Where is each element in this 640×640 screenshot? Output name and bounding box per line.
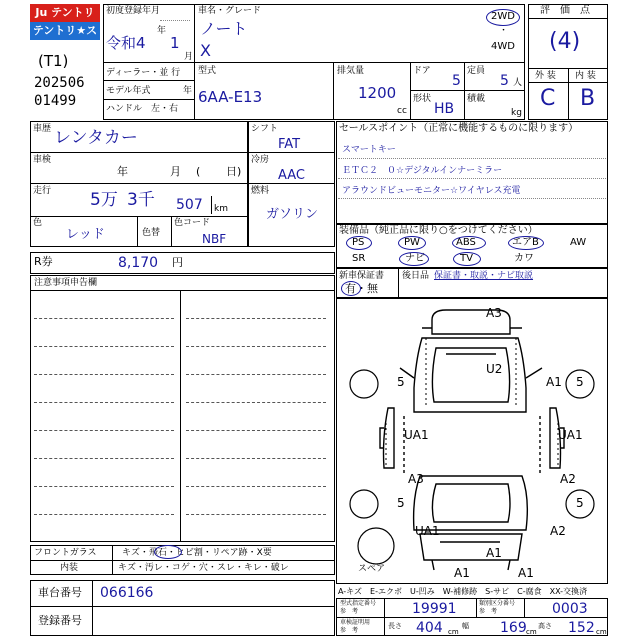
color-code-label: 色コード (174, 218, 211, 228)
history-label: 車歴 (33, 124, 52, 134)
spec-length-unit: cm (448, 628, 459, 636)
fuel-label: 燃料 (251, 186, 270, 196)
mark-front-right: A1 (518, 566, 534, 580)
mark-left-front-wheel: 5 (397, 375, 405, 389)
equip-airbag: エアB (512, 237, 539, 248)
equip-aw: AW (570, 237, 587, 248)
sales-point-3: アラウンドビューモニター☆ワイヤレス充電 (342, 186, 521, 196)
reg-month-unit: 月 (184, 52, 194, 62)
equip-sr: SR (352, 253, 366, 264)
lot-number-2: 01499 (34, 93, 77, 109)
mark-roof: U2 (486, 362, 503, 376)
glass-label: フロントガラス (34, 548, 97, 558)
glass-items: キズ・飛石・ヒビ割・リペア跡・X要 (122, 548, 272, 558)
drive-dot: ・ (499, 26, 509, 36)
recycle-label: R券 (34, 255, 53, 268)
doors-label: ドア (413, 66, 431, 76)
load-unit: kg (511, 108, 522, 118)
capacity-unit: 人 (513, 78, 523, 88)
mark-front-center: A1 (486, 546, 502, 560)
spec-type-label: 型式指定番号 参 考 (340, 600, 377, 615)
equip-abs: ABS (456, 237, 476, 248)
mileage-man: 5万 (90, 190, 118, 210)
reg-year-unit: 年 (157, 26, 167, 36)
spec-height-value: 152 (568, 620, 595, 636)
ac-value: AAC (278, 168, 305, 183)
car-grade: X (200, 41, 211, 60)
car-name: ノート (200, 19, 248, 38)
reg-era: 令和4 (106, 34, 146, 52)
sales-points-label: セールスポイント（正常に機能するものに限ります） (339, 123, 579, 134)
interior-label: 内装 (60, 563, 79, 573)
spec-length-value: 404 (416, 620, 443, 636)
car-name-label: 車名・グレード (198, 6, 262, 16)
displacement-value: 1200 (358, 84, 397, 102)
history-value: レンタカー (54, 128, 138, 148)
sales-point-1: スマートキー (342, 145, 396, 155)
color-value: レッド (66, 227, 105, 242)
equip-pw: PW (404, 237, 420, 248)
warranty-extra-label: 後日品 (402, 271, 430, 281)
regno-label: 登録番号 (38, 614, 82, 627)
mark-right-side: UA1 (558, 428, 583, 442)
doors-value: 5 (452, 73, 461, 89)
mark-left-front-a: A1 (546, 375, 562, 389)
inspection-month: 月 (170, 165, 181, 178)
shape-value: HB (434, 101, 455, 117)
handle-label: ハンドル 左・右 (106, 104, 179, 114)
mark-left-rear-a: A3 (408, 472, 424, 486)
spec-length-label: 長さ (388, 622, 402, 630)
inspection-open: ( (196, 165, 201, 178)
rating-ext-value: C (540, 86, 556, 111)
rating-ext-label: 外 装 (535, 71, 556, 81)
mark-rear: A3 (486, 306, 502, 320)
color-change-label: 色替 (142, 228, 161, 238)
inspection-label: 車検 (33, 155, 52, 165)
inspection-year: 年 (117, 165, 128, 178)
color-code: NBF (202, 232, 227, 246)
spec-height-label: 高さ (538, 622, 552, 630)
shift-label: シフト (251, 124, 279, 134)
spec-width-unit: cm (526, 628, 537, 636)
mark-right-front-wheel: 5 (576, 375, 584, 389)
capacity-value: 5 (500, 73, 509, 89)
mileage-sen: 3千 (127, 190, 155, 210)
spare-label: スペア (358, 564, 386, 574)
mark-left-rear-ua: UA1 (415, 524, 440, 538)
spec-width-label: 幅 (462, 622, 469, 630)
legend: A-キズ E-エクボ U-凹み W-補修跡 S-サビ C-腐食 XX-交換済 (338, 587, 588, 596)
recycle-value: 8,170 (118, 255, 159, 271)
logo-box (30, 4, 100, 55)
drive-2wd: 2WD (491, 11, 515, 22)
mark-left-rear-wheel: 5 (397, 496, 405, 510)
fuel-value: ガソリン (266, 207, 319, 222)
lot-number-1: 202506 (34, 75, 85, 91)
lot-code: (T1) (38, 52, 69, 70)
capacity-label: 定員 (467, 66, 486, 76)
type-value: 6AA-E13 (198, 88, 263, 106)
mark-right-rear-wheel: 5 (576, 496, 584, 510)
type-label: 型式 (198, 66, 217, 76)
equip-navi: ナビ (405, 253, 425, 264)
warranty-label: 新車保証書 (339, 271, 385, 281)
reg-month: 1 (170, 34, 180, 52)
rating-label: 評 価 点 (540, 5, 590, 16)
rating-int-label: 内 装 (575, 71, 596, 81)
mileage-unit: km (214, 204, 228, 214)
spec-class-value: 0003 (552, 601, 588, 617)
notes-label: 注意事項申告欄 (34, 278, 98, 288)
chassis-label: 車台番号 (38, 586, 82, 599)
load-label: 積載 (467, 94, 486, 104)
dealer-label: ディーラー・並 行 (106, 68, 181, 78)
warranty-extra: 保証書・取説・ナビ取説 (434, 271, 534, 281)
mark-right-rear-a2: A2 (550, 524, 566, 538)
drive-4wd: 4WD (491, 41, 515, 52)
recycle-unit: 円 (172, 256, 183, 269)
mark-right-rear-a: A2 (560, 472, 576, 486)
mileage-rest: 507 (176, 197, 203, 213)
shape-label: 形状 (413, 94, 432, 104)
displacement-label: 排気量 (337, 66, 365, 76)
spec-cert-label: 車検証明用 参 考 (340, 619, 371, 634)
rating-int-value: B (580, 86, 596, 111)
color-label: 色 (33, 218, 43, 228)
interior-items: キズ・汚レ・コゲ・穴・スレ・キレ・破レ (118, 563, 289, 573)
model-year-unit: 年 (183, 86, 193, 96)
model-year-label: モデル年式 (106, 86, 151, 96)
ac-label: 冷房 (251, 155, 270, 165)
equip-leather: カワ (514, 253, 534, 264)
sales-point-2: ＥＴＣ２ ０☆デジタルインナーミラー (342, 166, 503, 176)
equipment-label: 装備品（純正品に限り○をつけてください） (339, 225, 538, 236)
spec-type-value: 19991 (412, 601, 457, 617)
logo-line1: Ju テントリ (30, 4, 100, 22)
notes-box (30, 275, 335, 542)
warranty-options: 有・無 (345, 282, 378, 295)
rating-score: (4) (549, 29, 581, 54)
equip-ps: PS (352, 237, 365, 248)
chassis-value: 066166 (100, 585, 154, 601)
mark-left-side: UA1 (404, 428, 429, 442)
logo-line2: テントリ★スター (30, 22, 100, 40)
mark-front-left: A1 (454, 566, 470, 580)
spec-class-label: 類別区分番号 参 考 (479, 600, 516, 615)
shift-value: FAT (278, 137, 301, 152)
inspection-day: 日) (226, 165, 242, 178)
equip-tv: TV (460, 253, 473, 264)
displacement-unit: cc (397, 106, 407, 116)
spec-height-unit: cm (596, 628, 607, 636)
spec-width-value: 169 (500, 620, 527, 636)
mileage-label: 走行 (33, 186, 52, 196)
reg-label: 初度登録年月 (106, 6, 161, 16)
